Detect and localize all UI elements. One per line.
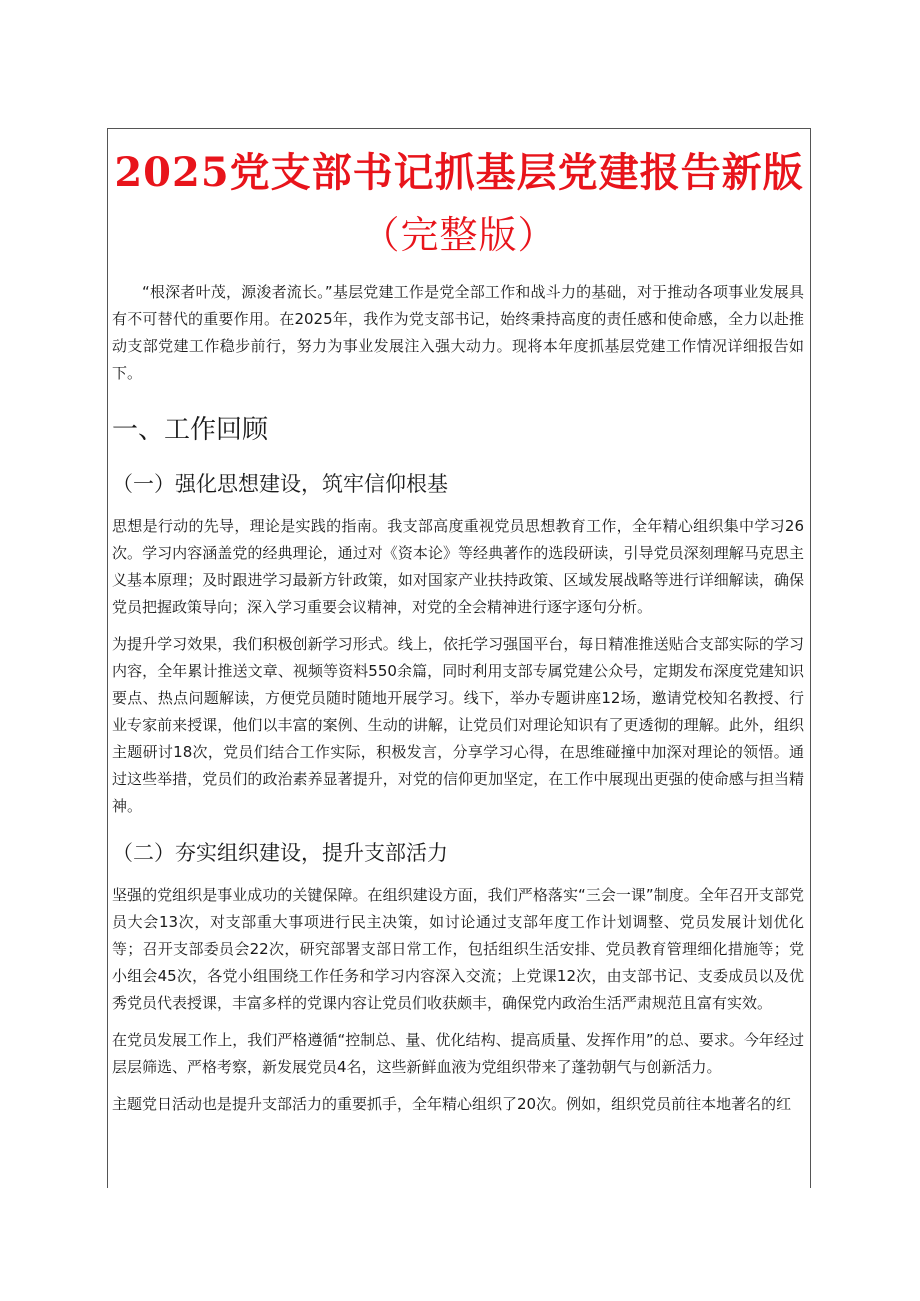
title-line-sub: （完整版）: [361, 213, 557, 257]
document-title: [108, 143, 810, 265]
subsection-heading-organization: （二）夯实组织建设，提升支部活力: [112, 841, 448, 865]
title-line-main: 2025党支部书记抓基层党建报告新版: [114, 149, 804, 196]
organization-paragraph-3: 主题党日活动也是提升支部活力的重要抓手，全年精心组织了20次。例如，组织党员前往本地著名的红: [112, 1095, 792, 1113]
ideology-paragraph-1: 思想是行动的先导，理论是实践的指南。我支部高度重视党员思想教育工作，全年精心组织集中学习26次。学习内容涵盖党的经典理论，通过对《资本论》等经典著作的选段研读，引导党员深刻理解马克思主义基本原理；及时跟进学习最新方针政策，如对国家产业扶持政策、区域发展战略等进行详细解读，确保党员把握政策导向；深入学习重要会议精神，对党的全会精神进行逐字逐句分析。: [112, 517, 804, 616]
organization-paragraph-2: 在党员发展工作上，我们严格遵循“控制总、量、优化结构、提高质量、发挥作用”的总、要求。今年经过层层筛选、严格考察，新发展党员4名，这些新鲜血液为党组织带来了蓬勃朝气与创新活力。: [112, 1031, 804, 1076]
section-heading-work-review: 一、工作回顾: [112, 415, 269, 445]
intro-paragraph: “根深者叶茂，源浚者流长。”基层党建工作是党全部工作和战斗力的基础，对于推动各项事业发展具有不可替代的重要作用。在2025年，我作为党支部书记，始终秉持高度的责任感和使命感，全力以赴推动支部党建工作稳步前行，努力为事业发展注入强大动力。现将本年度抓基层党建工作情况详细报告如下。: [112, 283, 804, 382]
organization-paragraph-1: 坚强的党组织是事业成功的关键保障。在组织建设方面，我们严格落实“三会一课”制度。全年召开支部党员大会13次，对支部重大事项进行民主决策，如讨论通过支部年度工作计划调整、党员发展计划优化等；召开支部委员会22次，研究部署支部日常工作，包括组织生活安排、党员教育管理细化措施等；党小组会45次，各党小组围绕工作任务和学习内容深入交流；上党课12次，由支部书记、支委成员以及优秀党员代表授课，丰富多样的党课内容让党员们收获颇丰，确保党内政治生活严肃规范且富有实效。: [112, 886, 804, 1012]
subsection-heading-ideology: （一）强化思想建设，筑牢信仰根基: [112, 472, 448, 496]
ideology-paragraph-2: 为提升学习效果，我们积极创新学习形式。线上，依托学习强国平台，每日精准推送贴合支部实际的学习内容，全年累计推送文章、视频等资料550余篇，同时利用支部专属党建公众号，定期发布深度党建知识要点、热点问题解读，方便党员随时随地开展学习。线下，举办专题讲座12场，邀请党校知名教授、行业专家前来授课，他们以丰富的案例、生动的讲解，让党员们对理论知识有了更透彻的理解。此外，组织主题研讨18次，党员们结合工作实际，积极发言，分享学习心得，在思维碰撞中加深对理论的领悟。通过这些举措，党员们的政治素养显著提升，对党的信仰更加坚定，在工作中展现出更强的使命感与担当精神。: [112, 635, 804, 815]
document-frame: [107, 128, 811, 1188]
document-body: [108, 279, 810, 1118]
